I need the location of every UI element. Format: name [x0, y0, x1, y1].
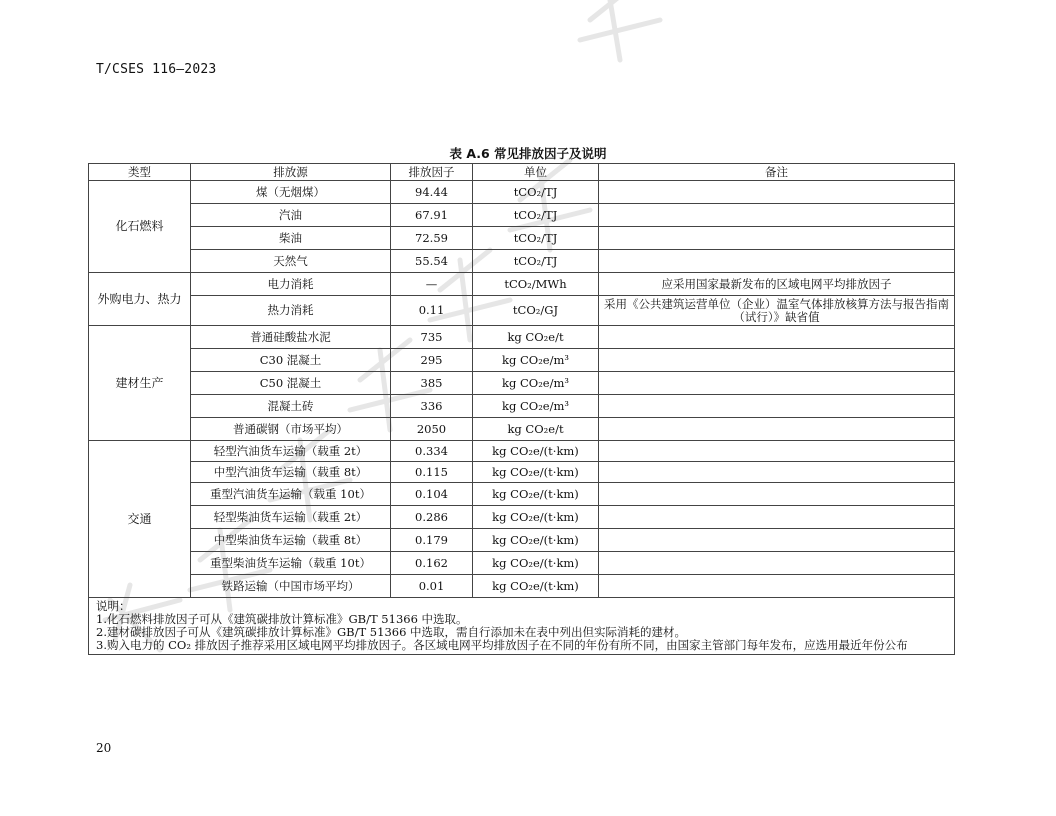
- unit-cell: tCO₂/GJ: [473, 296, 599, 326]
- col-header-category: 类型: [89, 164, 191, 181]
- col-header-remark: 备注: [599, 164, 955, 181]
- factor-cell: 385: [391, 372, 473, 395]
- source-cell: 普通硅酸盐水泥: [191, 326, 391, 349]
- unit-cell: tCO₂/MWh: [473, 273, 599, 296]
- table-row: [89, 441, 955, 462]
- remark-cell: [599, 204, 955, 227]
- unit-cell: kg CO₂e/m³: [473, 349, 599, 372]
- table-row: [89, 273, 955, 296]
- factor-cell: 2050: [391, 418, 473, 441]
- source-cell: 天然气: [191, 250, 391, 273]
- source-cell: 铁路运输（中国市场平均）: [191, 575, 391, 598]
- category-cell: 化石燃料: [89, 181, 191, 273]
- factor-cell: 55.54: [391, 250, 473, 273]
- table-row: [89, 483, 955, 506]
- remark-cell: [599, 529, 955, 552]
- remark-cell: [599, 326, 955, 349]
- source-cell: 中型柴油货车运输（载重 8t）: [191, 529, 391, 552]
- remark-cell: [599, 227, 955, 250]
- remark-cell: 采用《公共建筑运营单位（企业）温室气体排放核算方法与报告指南（试行）》缺省值: [599, 296, 955, 326]
- unit-cell: tCO₂/TJ: [473, 227, 599, 250]
- unit-cell: kg CO₂e/t: [473, 418, 599, 441]
- remark-cell: [599, 462, 955, 483]
- standard-code: T/CSES 116—2023: [96, 62, 217, 77]
- factor-cell: 0.11: [391, 296, 473, 326]
- source-cell: 重型柴油货车运输（载重 10t）: [191, 552, 391, 575]
- unit-cell: tCO₂/TJ: [473, 181, 599, 204]
- remark-cell: [599, 418, 955, 441]
- factor-cell: 295: [391, 349, 473, 372]
- remark-cell: [599, 395, 955, 418]
- source-cell: 重型汽油货车运输（载重 10t）: [191, 483, 391, 506]
- unit-cell: kg CO₂e/m³: [473, 372, 599, 395]
- source-cell: 电力消耗: [191, 273, 391, 296]
- unit-cell: kg CO₂e/(t·km): [473, 483, 599, 506]
- unit-cell: tCO₂/TJ: [473, 204, 599, 227]
- table-row: [89, 575, 955, 598]
- source-cell: C50 混凝土: [191, 372, 391, 395]
- table-row: [89, 418, 955, 441]
- unit-cell: kg CO₂e/m³: [473, 395, 599, 418]
- page-number: 20: [96, 741, 112, 755]
- col-header-source: 排放源: [191, 164, 391, 181]
- source-cell: 热力消耗: [191, 296, 391, 326]
- category-cell: 交通: [89, 441, 191, 598]
- remark-cell: [599, 483, 955, 506]
- factor-cell: 0.115: [391, 462, 473, 483]
- table-header-row: [89, 164, 955, 181]
- remark-cell: [599, 250, 955, 273]
- notes-title: 说明：: [96, 599, 131, 613]
- factor-cell: 735: [391, 326, 473, 349]
- unit-cell: kg CO₂e/(t·km): [473, 529, 599, 552]
- table-row: [89, 372, 955, 395]
- remark-cell: [599, 181, 955, 204]
- notes-row: [89, 598, 955, 655]
- unit-cell: tCO₂/TJ: [473, 250, 599, 273]
- source-cell: 柴油: [191, 227, 391, 250]
- note-item: 2.建材碳排放因子可从《建筑碳排放计算标准》GB/T 51366 中选取，需自行添加未在表中列出但实际消耗的建材。: [96, 625, 687, 639]
- table-row: [89, 462, 955, 483]
- table-row: [89, 181, 955, 204]
- table-row: [89, 552, 955, 575]
- factor-cell: 336: [391, 395, 473, 418]
- source-cell: C30 混凝土: [191, 349, 391, 372]
- remark-cell: [599, 506, 955, 529]
- note-item: 1.化石燃料排放因子可从《建筑碳排放计算标准》GB/T 51366 中选取。: [96, 612, 468, 626]
- remark-cell: 应采用国家最新发布的区域电网平均排放因子: [599, 273, 955, 296]
- unit-cell: kg CO₂e/(t·km): [473, 506, 599, 529]
- table-row: [89, 395, 955, 418]
- remark-cell: [599, 372, 955, 395]
- table-row: [89, 296, 955, 326]
- table-row: [89, 227, 955, 250]
- col-header-factor: 排放因子: [391, 164, 473, 181]
- source-cell: 煤（无烟煤）: [191, 181, 391, 204]
- col-header-unit: 单位: [473, 164, 599, 181]
- factor-cell: 0.286: [391, 506, 473, 529]
- table-row: [89, 506, 955, 529]
- factor-cell: 67.91: [391, 204, 473, 227]
- table-row: [89, 204, 955, 227]
- emission-factor-table: [88, 163, 955, 655]
- table-caption: 表 A.6 常见排放因子及说明: [449, 146, 607, 161]
- remark-cell: [599, 552, 955, 575]
- category-cell: 建材生产: [89, 326, 191, 441]
- unit-cell: kg CO₂e/(t·km): [473, 575, 599, 598]
- category-cell: 外购电力、热力: [89, 273, 191, 326]
- source-cell: 普通碳钢（市场平均）: [191, 418, 391, 441]
- factor-cell: 0.179: [391, 529, 473, 552]
- table-row: [89, 326, 955, 349]
- source-cell: 轻型汽油货车运输（载重 2t）: [191, 441, 391, 462]
- factor-cell: 94.44: [391, 181, 473, 204]
- factor-cell: 0.104: [391, 483, 473, 506]
- unit-cell: kg CO₂e/(t·km): [473, 552, 599, 575]
- notes-cell: [89, 598, 955, 655]
- source-cell: 汽油: [191, 204, 391, 227]
- table-row: [89, 250, 955, 273]
- factor-cell: 72.59: [391, 227, 473, 250]
- table-row: [89, 349, 955, 372]
- factor-cell: 0.162: [391, 552, 473, 575]
- remark-cell: [599, 441, 955, 462]
- source-cell: 中型汽油货车运输（载重 8t）: [191, 462, 391, 483]
- factor-cell: 0.01: [391, 575, 473, 598]
- remark-cell: [599, 349, 955, 372]
- unit-cell: kg CO₂e/(t·km): [473, 441, 599, 462]
- table-row: [89, 529, 955, 552]
- factor-cell: —: [391, 273, 473, 296]
- note-item: 3.购入电力的 CO₂ 排放因子推荐采用区域电网平均排放因子。各区域电网平均排放因子在不同的年份有所不同，由国家主管部门每年发布，应选用最近年份公布: [96, 638, 908, 652]
- source-cell: 轻型柴油货车运输（载重 2t）: [191, 506, 391, 529]
- unit-cell: kg CO₂e/(t·km): [473, 462, 599, 483]
- source-cell: 混凝土砖: [191, 395, 391, 418]
- remark-cell: [599, 575, 955, 598]
- factor-cell: 0.334: [391, 441, 473, 462]
- unit-cell: kg CO₂e/t: [473, 326, 599, 349]
